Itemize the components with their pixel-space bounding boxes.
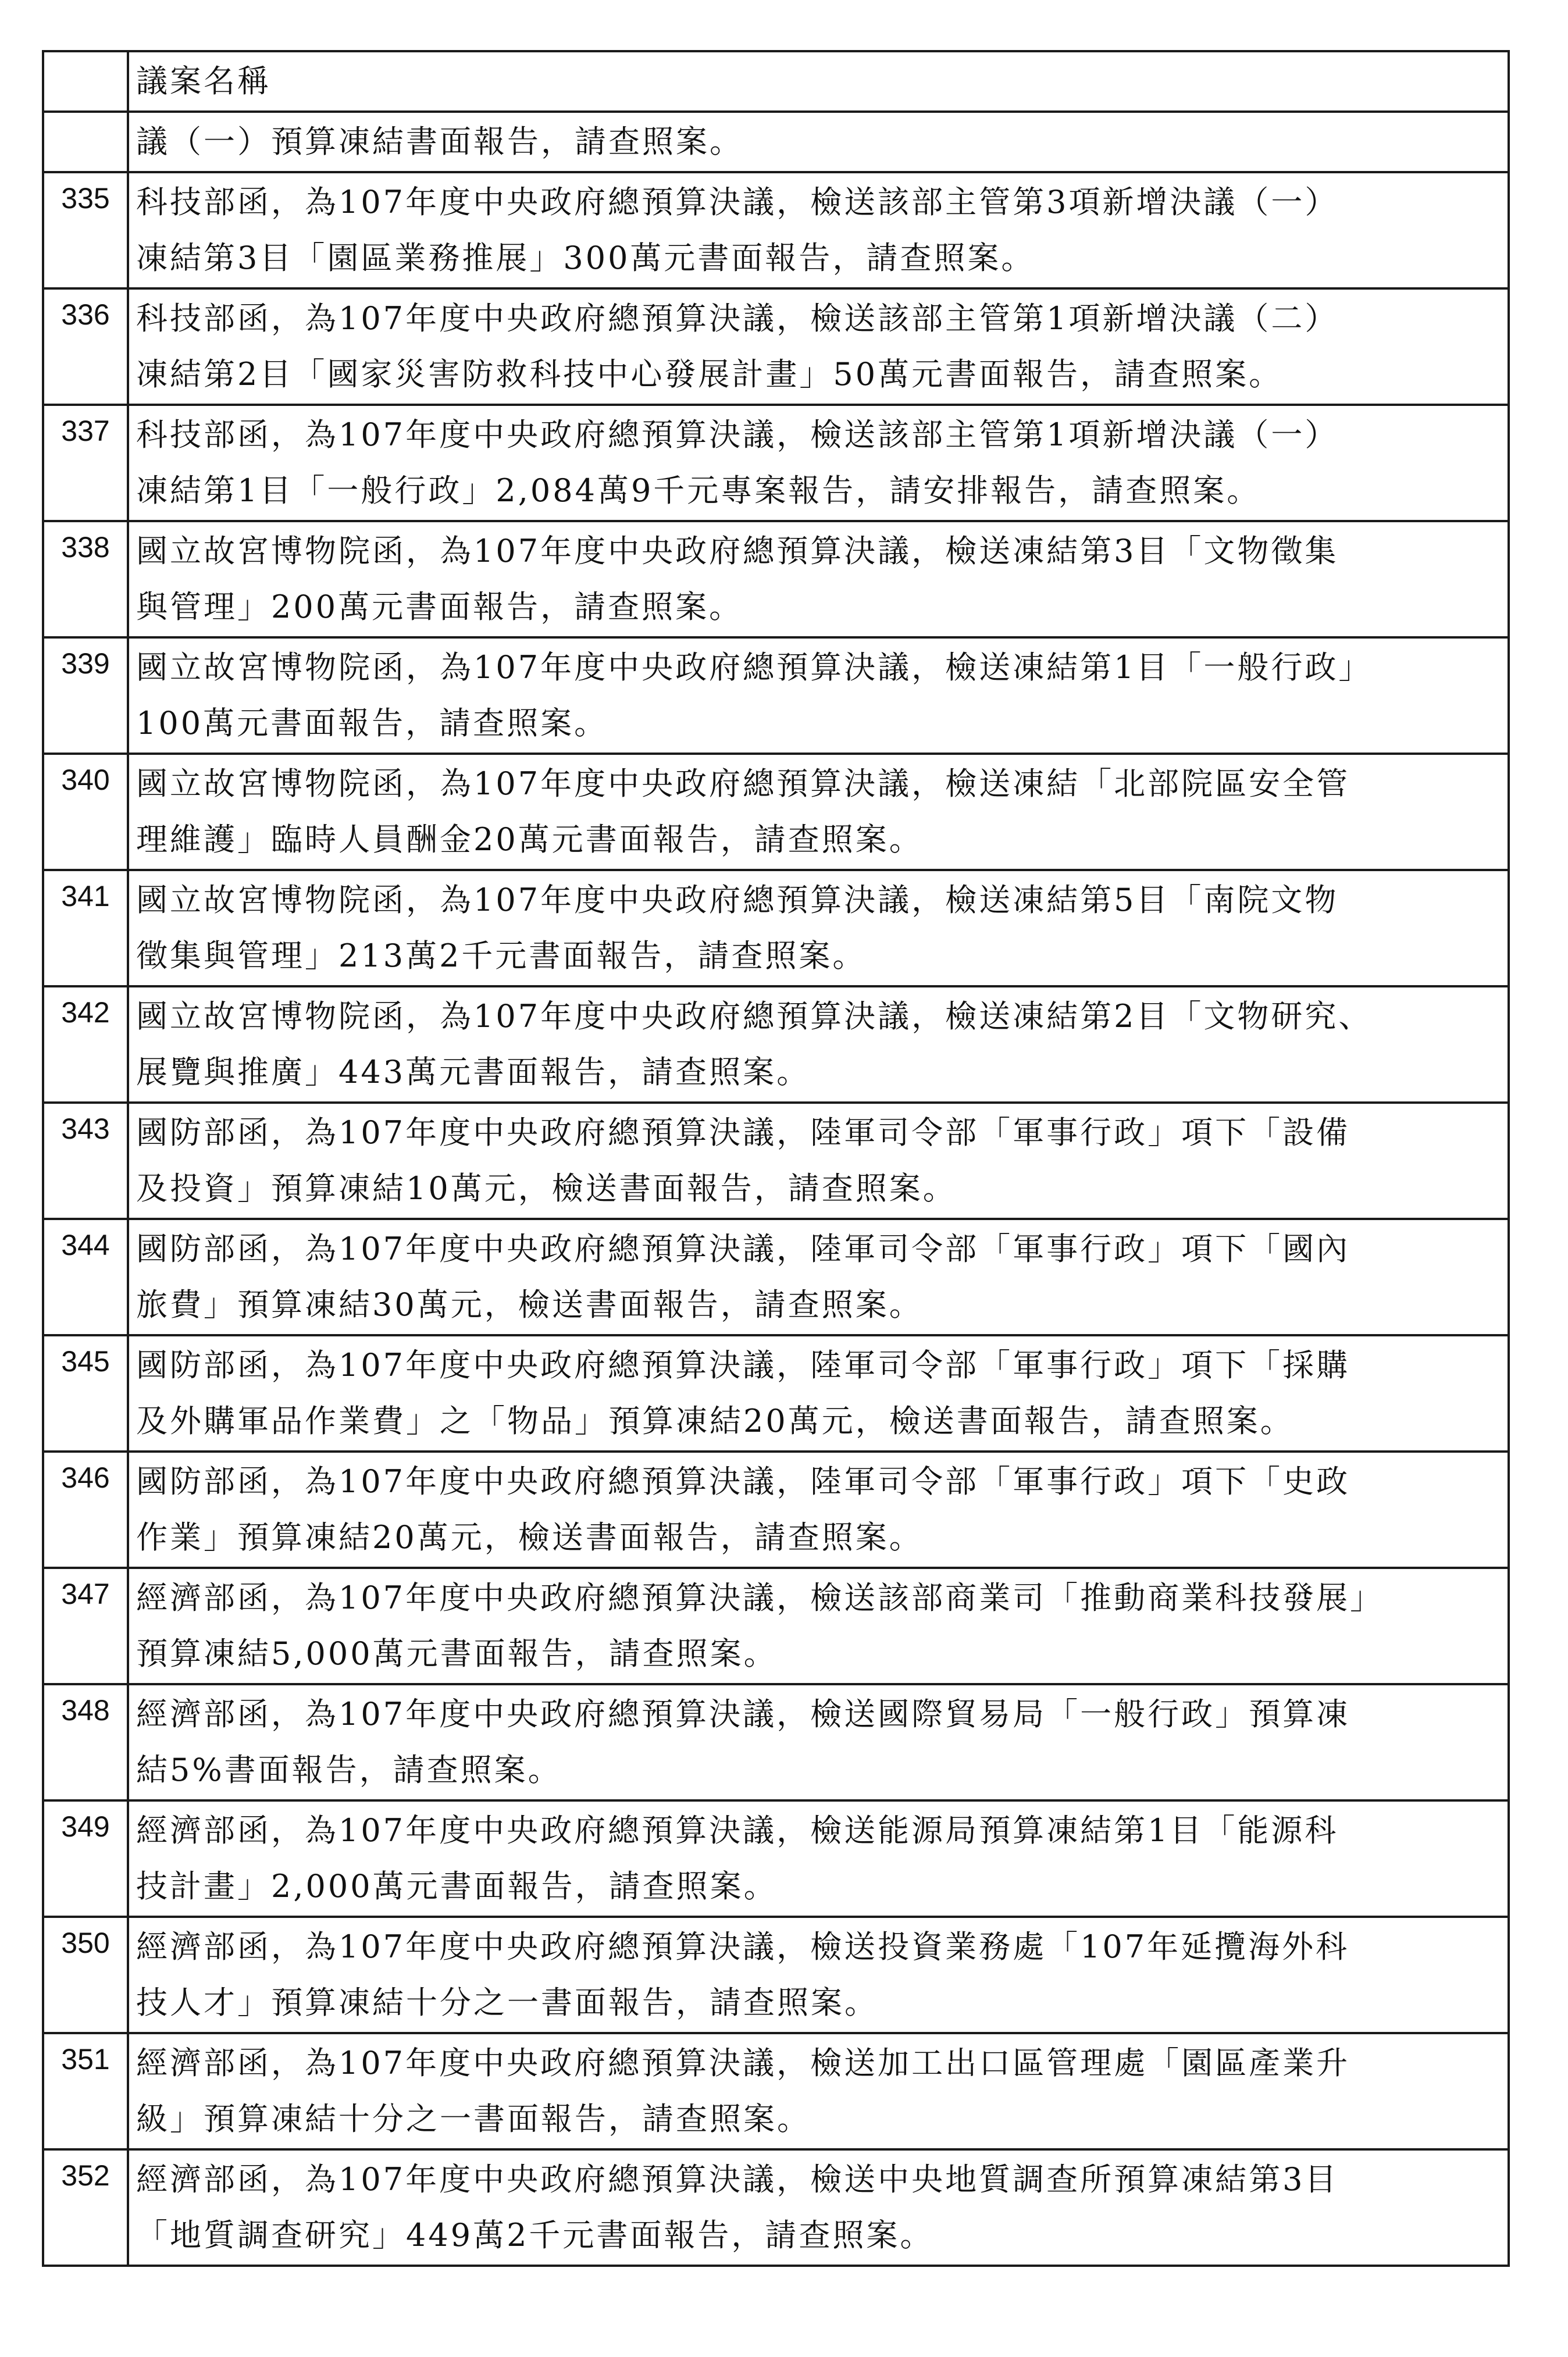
agenda-item-number: 351	[43, 2033, 128, 2149]
agenda-item-row	[43, 637, 1509, 754]
agenda-item-number: 352	[43, 2149, 128, 2266]
agenda-table	[42, 50, 1510, 2267]
agenda-item-line-2: 及外購軍品作業費」之「物品」預算凍結20萬元，檢送書面報告，請查照案。	[136, 1403, 1294, 1439]
agenda-item-text	[128, 1335, 1509, 1452]
agenda-item-line-2: 級」預算凍結十分之一書面報告，請查照案。	[136, 2101, 811, 2137]
agenda-item-text	[128, 1103, 1509, 1219]
agenda-item-number: 335	[43, 172, 128, 288]
agenda-item-number: 342	[43, 986, 128, 1103]
agenda-item-text	[128, 1917, 1509, 2033]
agenda-item-row	[43, 1335, 1509, 1452]
header-title-cell	[128, 51, 1509, 112]
agenda-item-line-1: 科技部函，為107年度中央政府總預算決議，檢送該部主管第1項新增決議（一）	[136, 416, 1339, 453]
agenda-item-text	[128, 2033, 1509, 2149]
agenda-item-line-2: 作業」預算凍結20萬元，檢送書面報告，請查照案。	[136, 1519, 923, 1556]
agenda-item-number: 340	[43, 754, 128, 870]
section-row	[43, 112, 1509, 172]
agenda-item-row	[43, 288, 1509, 405]
agenda-item-number: 347	[43, 1568, 128, 1684]
agenda-item-text	[128, 1452, 1509, 1568]
agenda-item-text	[128, 1219, 1509, 1335]
agenda-item-line-2: 技計畫」2,000萬元書面報告，請查照案。	[136, 1868, 778, 1905]
agenda-item-line-2: 理維護」臨時人員酬金20萬元書面報告，請查照案。	[136, 821, 923, 858]
agenda-item-number: 349	[43, 1800, 128, 1917]
agenda-item-line-2: 100萬元書面報告，請查照案。	[136, 705, 608, 741]
agenda-item-text	[128, 1568, 1509, 1684]
agenda-item-row	[43, 1800, 1509, 1917]
agenda-item-line-2: 結5%書面報告，請查照案。	[136, 1752, 562, 1788]
agenda-item-text	[128, 1684, 1509, 1800]
agenda-item-line-1: 經濟部函，為107年度中央政府總預算決議，檢送國際貿易局「一般行政」預算凍	[136, 1696, 1350, 1732]
agenda-item-number: 348	[43, 1684, 128, 1800]
section-title-cell	[128, 112, 1509, 172]
agenda-item-line-1: 經濟部函，為107年度中央政府總預算決議，檢送投資業務處「107年延攬海外科	[136, 1928, 1350, 1965]
agenda-item-line-1: 國立故宮博物院函，為107年度中央政府總預算決議，檢送凍結第2目「文物研究、	[136, 998, 1373, 1035]
section-number-cell	[43, 112, 128, 172]
agenda-item-text	[128, 637, 1509, 754]
agenda-item-line-2: 旅費」預算凍結30萬元，檢送書面報告，請查照案。	[136, 1286, 923, 1323]
agenda-item-number: 346	[43, 1452, 128, 1568]
agenda-item-row	[43, 754, 1509, 870]
agenda-item-number: 338	[43, 521, 128, 637]
agenda-item-row	[43, 2149, 1509, 2266]
agenda-item-row	[43, 521, 1509, 637]
agenda-item-text	[128, 754, 1509, 870]
agenda-item-line-2: 預算凍結5,000萬元書面報告，請查照案。	[136, 1635, 778, 1672]
agenda-item-line-1: 國立故宮博物院函，為107年度中央政府總預算決議，檢送凍結第1目「一般行政」	[136, 649, 1373, 686]
agenda-item-row	[43, 172, 1509, 288]
agenda-item-number: 339	[43, 637, 128, 754]
agenda-item-line-1: 國立故宮博物院函，為107年度中央政府總預算決議，檢送凍結「北部院區安全管	[136, 765, 1350, 802]
agenda-item-line-2: 「地質調查研究」449萬2千元書面報告，請查照案。	[136, 2217, 934, 2253]
header-number-cell	[43, 51, 128, 112]
agenda-item-text	[128, 405, 1509, 521]
agenda-item-row	[43, 1684, 1509, 1800]
agenda-item-row	[43, 2033, 1509, 2149]
agenda-item-text	[128, 986, 1509, 1103]
agenda-item-number: 344	[43, 1219, 128, 1335]
agenda-item-line-2: 凍結第1目「一般行政」2,084萬9千元專案報告，請安排報告，請查照案。	[136, 472, 1261, 509]
agenda-item-row	[43, 1568, 1509, 1684]
agenda-item-line-1: 經濟部函，為107年度中央政府總預算決議，檢送能源局預算凍結第1目「能源科	[136, 1812, 1339, 1849]
section-title: 議（一）預算凍結書面報告，請查照案。	[136, 123, 743, 160]
agenda-item-line-2: 凍結第3目「園區業務推展」300萬元書面報告，請查照案。	[136, 240, 1035, 276]
agenda-item-row	[43, 986, 1509, 1103]
agenda-item-line-2: 凍結第2目「國家災害防救科技中心發展計畫」50萬元書面報告，請查照案。	[136, 356, 1283, 393]
agenda-item-line-1: 經濟部函，為107年度中央政府總預算決議，檢送中央地質調查所預算凍結第3目	[136, 2161, 1339, 2198]
agenda-item-number: 350	[43, 1917, 128, 2033]
agenda-item-line-1: 國立故宮博物院函，為107年度中央政府總預算決議，檢送凍結第5目「南院文物	[136, 882, 1339, 918]
agenda-item-row	[43, 870, 1509, 986]
agenda-item-line-1: 國立故宮博物院函，為107年度中央政府總預算決議，檢送凍結第3目「文物徵集	[136, 533, 1339, 569]
agenda-item-line-2: 與管理」200萬元書面報告，請查照案。	[136, 589, 743, 625]
agenda-page	[42, 50, 1510, 2267]
agenda-item-line-1: 國防部函，為107年度中央政府總預算決議，陸軍司令部「軍事行政」項下「設備	[136, 1114, 1350, 1151]
agenda-item-line-1: 國防部函，為107年度中央政府總預算決議，陸軍司令部「軍事行政」項下「採購	[136, 1347, 1350, 1383]
agenda-item-number: 343	[43, 1103, 128, 1219]
agenda-item-line-2: 技人才」預算凍結十分之一書面報告，請查照案。	[136, 1984, 878, 2021]
agenda-item-number: 336	[43, 288, 128, 405]
table-header-row	[43, 51, 1509, 112]
agenda-item-line-1: 國防部函，為107年度中央政府總預算決議，陸軍司令部「軍事行政」項下「史政	[136, 1463, 1350, 1500]
agenda-item-line-1: 科技部函，為107年度中央政府總預算決議，檢送該部主管第3項新增決議（一）	[136, 184, 1339, 220]
agenda-item-text	[128, 521, 1509, 637]
agenda-item-text	[128, 288, 1509, 405]
agenda-item-row	[43, 1452, 1509, 1568]
agenda-item-line-1: 經濟部函，為107年度中央政府總預算決議，檢送該部商業司「推動商業科技發展」	[136, 1579, 1384, 1616]
agenda-item-text	[128, 870, 1509, 986]
agenda-item-text	[128, 2149, 1509, 2266]
agenda-item-line-1: 國防部函，為107年度中央政府總預算決議，陸軍司令部「軍事行政」項下「國內	[136, 1231, 1350, 1267]
agenda-item-line-1: 科技部函，為107年度中央政府總預算決議，檢送該部主管第1項新增決議（二）	[136, 300, 1339, 337]
agenda-item-text	[128, 172, 1509, 288]
agenda-item-row	[43, 405, 1509, 521]
agenda-item-line-1: 經濟部函，為107年度中央政府總預算決議，檢送加工出口區管理處「園區產業升	[136, 2045, 1350, 2081]
agenda-table-body	[43, 51, 1509, 2266]
header-title: 議案名稱	[136, 63, 271, 99]
agenda-item-row	[43, 1917, 1509, 2033]
agenda-item-line-2: 展覽與推廣」443萬元書面報告，請查照案。	[136, 1054, 811, 1090]
agenda-item-line-2: 徵集與管理」213萬2千元書面報告，請查照案。	[136, 937, 867, 974]
agenda-item-row	[43, 1103, 1509, 1219]
agenda-item-line-2: 及投資」預算凍結10萬元，檢送書面報告，請查照案。	[136, 1170, 957, 1207]
agenda-item-number: 341	[43, 870, 128, 986]
agenda-item-row	[43, 1219, 1509, 1335]
agenda-item-text	[128, 1800, 1509, 1917]
agenda-item-number: 337	[43, 405, 128, 521]
agenda-item-number: 345	[43, 1335, 128, 1452]
